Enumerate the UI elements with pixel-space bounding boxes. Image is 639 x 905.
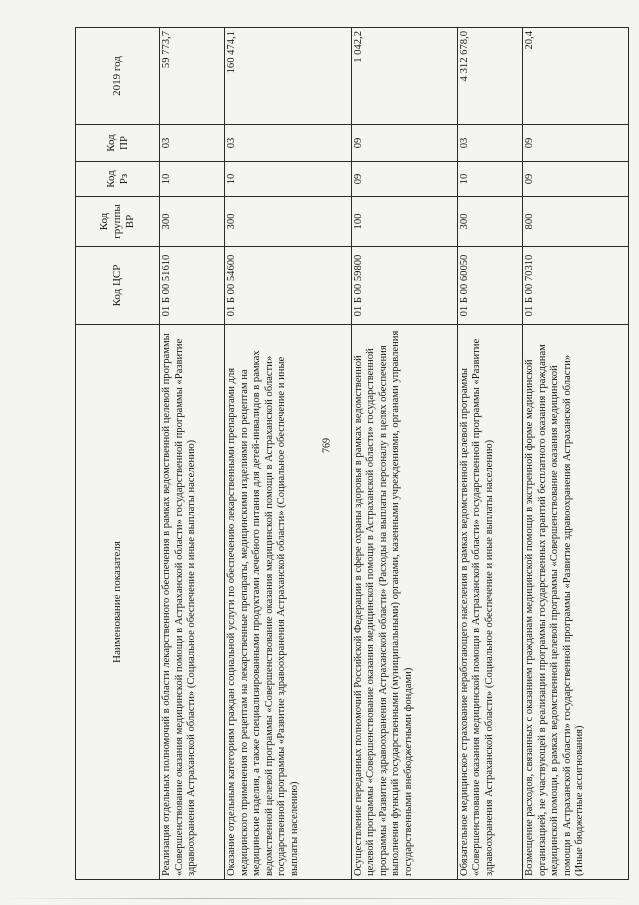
row-rz-code: 10 [457, 162, 522, 197]
row-rz-code: 10 [160, 162, 225, 197]
row-amount: 160 474,1 [225, 28, 351, 125]
header-csr-code: Код ЦСР [76, 247, 160, 325]
row-csr-code: 01 Б 00 70310 [523, 247, 629, 325]
row-name: Оказание отдельным категориям граждан социальной услуги по обеспечению лекарственными препаратами для медицинского применения по рецептам на лекарственные препараты, медицинскими изделиями по рецептам на медицинские изделия, а также специализированными продуктами лечебного питания для детей-инвалидов в рамках ведомственной целевой программы «Совершенствование оказания медицинской помощи в Астраханской области» государственной программы «Развитие здравоохранения Астраханской области» (Социальное обеспечение и иные выплаты населению) [225, 325, 351, 880]
table-row [523, 28, 629, 880]
row-rz-code: 09 [351, 162, 457, 197]
rotated-table-container [75, 28, 629, 880]
header-vr-code: Код группы ВР [76, 197, 160, 247]
budget-table [75, 27, 629, 880]
row-csr-code: 01 Б 00 60050 [457, 247, 522, 325]
row-name: Обязательное медицинское страхование неработающего населения в рамках ведомственной целевой программы «Совершенствование оказания медицинской помощи в Астраханской области» государственной программы «Развитие здравоохранения Астраханской области» (Социальное обеспечение и иные выплаты населению) [457, 325, 522, 880]
row-vr-code: 100 [351, 197, 457, 247]
header-pr-code: Код ПР [76, 125, 160, 162]
row-name: Возмещение расходов, связанных с оказанием гражданам медицинской помощи в экстренной форме медицинской организацией, не участвующей в реализации программы государственных гарантий бесплатного оказания гражданам медицинской помощи, в рамках ведомственной целевой программы «Совершенствование оказания медицинской помощи в Астраханской области» государственной программы «Развитие здравоохранения Астраханской области» (Иные бюджетные ассигнования) [523, 325, 629, 880]
row-pr-code: 03 [457, 125, 522, 162]
row-pr-code: 09 [523, 125, 629, 162]
table-row [160, 28, 225, 880]
page-number: 769 [321, 438, 333, 453]
row-amount: 4 312 678,0 [457, 28, 522, 125]
table-row [457, 28, 522, 880]
row-pr-code: 03 [160, 125, 225, 162]
row-vr-code: 800 [523, 197, 629, 247]
row-amount: 20,4 [523, 28, 629, 125]
row-name: Осуществление переданных полномочий Российской Федерации в сфере охраны здоровья в рамках ведомственной целевой программы «Совершенствование оказания медицинской помощи в Астраханской области» государственной программы «Развитие здравоохранения Астраханской области» (Расходы на выплаты персоналу в целях обеспечения выполнения функций государственными (муниципальными) органами, казенными учреждениями, органами управления государственными внебюджетными фондами) [351, 325, 457, 880]
row-amount: 1 042,2 [351, 28, 457, 125]
row-rz-code: 09 [523, 162, 629, 197]
row-vr-code: 300 [225, 197, 351, 247]
row-csr-code: 01 Б 00 54600 [225, 247, 351, 325]
row-csr-code: 01 Б 00 51610 [160, 247, 225, 325]
row-vr-code: 300 [457, 197, 522, 247]
header-amount-2019: 2019 год [76, 28, 160, 125]
row-vr-code: 300 [160, 197, 225, 247]
scan-edge-line [0, 898, 639, 899]
header-rz-code: Код Рз [76, 162, 160, 197]
row-csr-code: 01 Б 00 59800 [351, 247, 457, 325]
row-name: Реализация отдельных полномочий в области лекарственного обеспечения в рамках ведомственной целевой программы «Совершенствование оказания медицинской помощи в Астраханской области» государственной программы «Развитие здравоохранения Астраханской области» (Социальное обеспечение и иные выплаты населению) [160, 325, 225, 880]
table-header-row [76, 28, 160, 880]
table-row [225, 28, 351, 880]
row-pr-code: 03 [225, 125, 351, 162]
header-indicator-name: Наименование показателя [76, 325, 160, 880]
row-pr-code: 09 [351, 125, 457, 162]
table-row [351, 28, 457, 880]
row-rz-code: 10 [225, 162, 351, 197]
row-amount: 59 773,7 [160, 28, 225, 125]
